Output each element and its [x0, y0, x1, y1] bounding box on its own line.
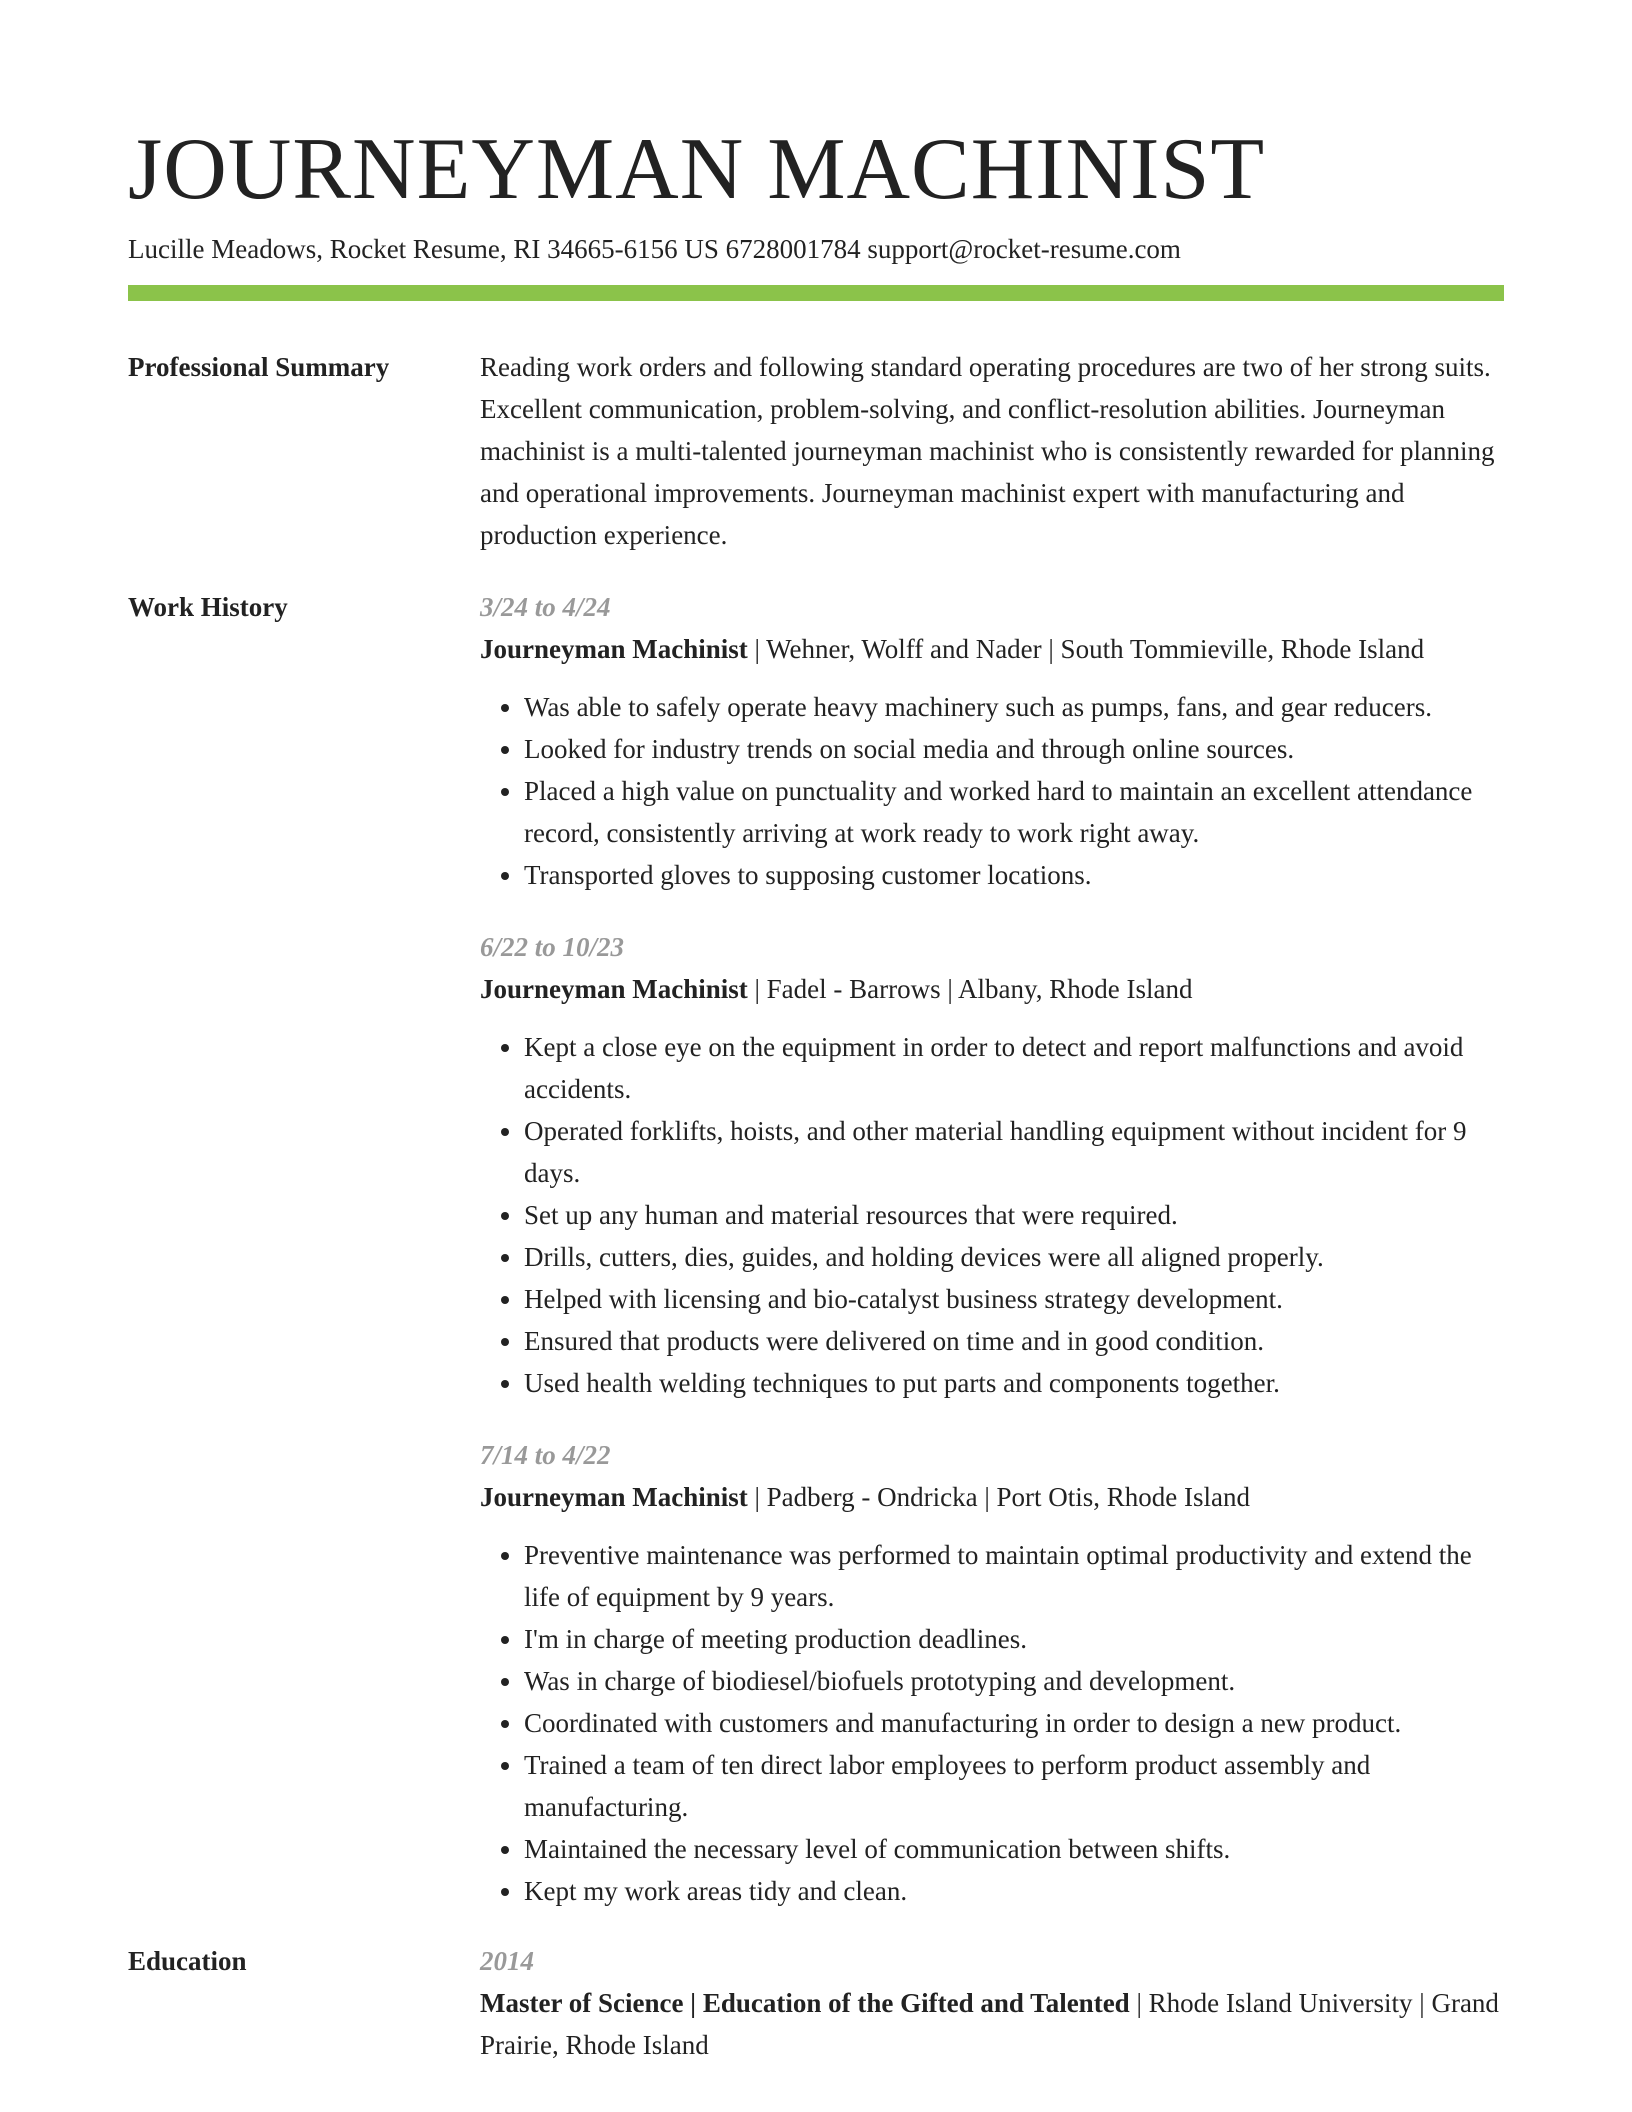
job-title: Journeyman Machinist: [480, 634, 748, 664]
list-item: • Preventive maintenance was performed to maintain optimal productivity and extend the life of equipment by 9 years.: [524, 1534, 1504, 1618]
list-item: • Maintained the necessary level of communication between shifts.: [524, 1828, 1504, 1870]
job-dates: 6/22 to 10/23: [480, 932, 625, 962]
job-heading: [480, 1476, 1504, 1518]
education-year: 2014: [480, 1946, 534, 1976]
list-item: • Used health welding techniques to put parts and components together.: [524, 1362, 1504, 1404]
list-item: • Was able to safely operate heavy machinery such as pumps, fans, and gear reducers.: [524, 686, 1504, 728]
job-employer-location: | Padberg - Ondricka | Port Otis, Rhode Island: [747, 1482, 1251, 1512]
list-item: • Coordinated with customers and manufacturing in order to design a new product.: [524, 1702, 1504, 1744]
job-bullets: [480, 1534, 1504, 1912]
job-heading: [480, 968, 1504, 1010]
section-label-education: Education: [128, 1946, 247, 1976]
list-item: • Set up any human and material resources that were required.: [524, 1194, 1504, 1236]
job-employer-location: | Wehner, Wolff and Nader | South Tommieville, Rhode Island: [747, 634, 1425, 664]
job-employer-location: | Fadel - Barrows | Albany, Rhode Island: [747, 974, 1193, 1004]
job-dates: 7/14 to 4/22: [480, 1440, 611, 1470]
accent-divider: [128, 285, 1504, 301]
list-item: • Drills, cutters, dies, guides, and holding devices were all aligned properly.: [524, 1236, 1504, 1278]
job-entry: [480, 926, 1504, 1404]
job-title: Journeyman Machinist: [480, 1482, 748, 1512]
contact-line: Lucille Meadows, Rocket Resume, RI 34665-6156 US 6728001784 support@rocket-resume.com: [128, 234, 1181, 264]
list-item: • Trained a team of ten direct labor employees to perform product assembly and manufacturing.: [524, 1744, 1504, 1828]
list-item: • I'm in charge of meeting production deadlines.: [524, 1618, 1504, 1660]
job-title: Journeyman Machinist: [480, 974, 748, 1004]
section-label-summary: Professional Summary: [128, 352, 390, 382]
job-bullets: [480, 686, 1504, 896]
job-entry: [480, 1434, 1504, 1912]
education-degree: Master of Science | Education of the Gifted and Talented: [480, 1988, 1130, 2018]
list-item: • Transported gloves to supposing customer locations.: [524, 854, 1504, 896]
job-bullets: [480, 1026, 1504, 1404]
section-label-work-history: Work History: [128, 592, 288, 622]
education-section: [480, 1940, 1504, 2066]
list-item: • Kept a close eye on the equipment in order to detect and report malfunctions and avoid accidents.: [524, 1026, 1504, 1110]
list-item: • Operated forklifts, hoists, and other material handling equipment without incident for 9 days.: [524, 1110, 1504, 1194]
summary-text: Reading work orders and following standard operating procedures are two of her strong suits. Excellent communication, problem-solving, and conflict-resolution abilities. Journeyman machinist is a multi-talented journeyman machinist who is consistently rewarded for planning and operational improvements. Journeyman machinist expert with manufacturing and production experience.: [480, 352, 1495, 550]
resume-title: JOURNEYMAN MACHINIST: [128, 121, 1266, 218]
list-item: • Placed a high value on punctuality and worked hard to maintain an excellent attendance record, consistently arriving at work ready to work right away.: [524, 770, 1504, 854]
list-item: • Looked for industry trends on social media and through online sources.: [524, 728, 1504, 770]
list-item: • Ensured that products were delivered on time and in good condition.: [524, 1320, 1504, 1362]
list-item: • Kept my work areas tidy and clean.: [524, 1870, 1504, 1912]
education-entry: [480, 1982, 1504, 2066]
summary-section: [480, 346, 1504, 556]
education-school: | Rhode Island University | Grand Prairie, Rhode Island: [480, 1988, 1499, 2060]
job-entry: [480, 586, 1504, 896]
job-dates: 3/24 to 4/24: [480, 592, 611, 622]
job-heading: [480, 628, 1504, 670]
list-item: • Helped with licensing and bio-catalyst business strategy development.: [524, 1278, 1504, 1320]
work-history-section: [480, 586, 1504, 1942]
list-item: • Was in charge of biodiesel/biofuels prototyping and development.: [524, 1660, 1504, 1702]
